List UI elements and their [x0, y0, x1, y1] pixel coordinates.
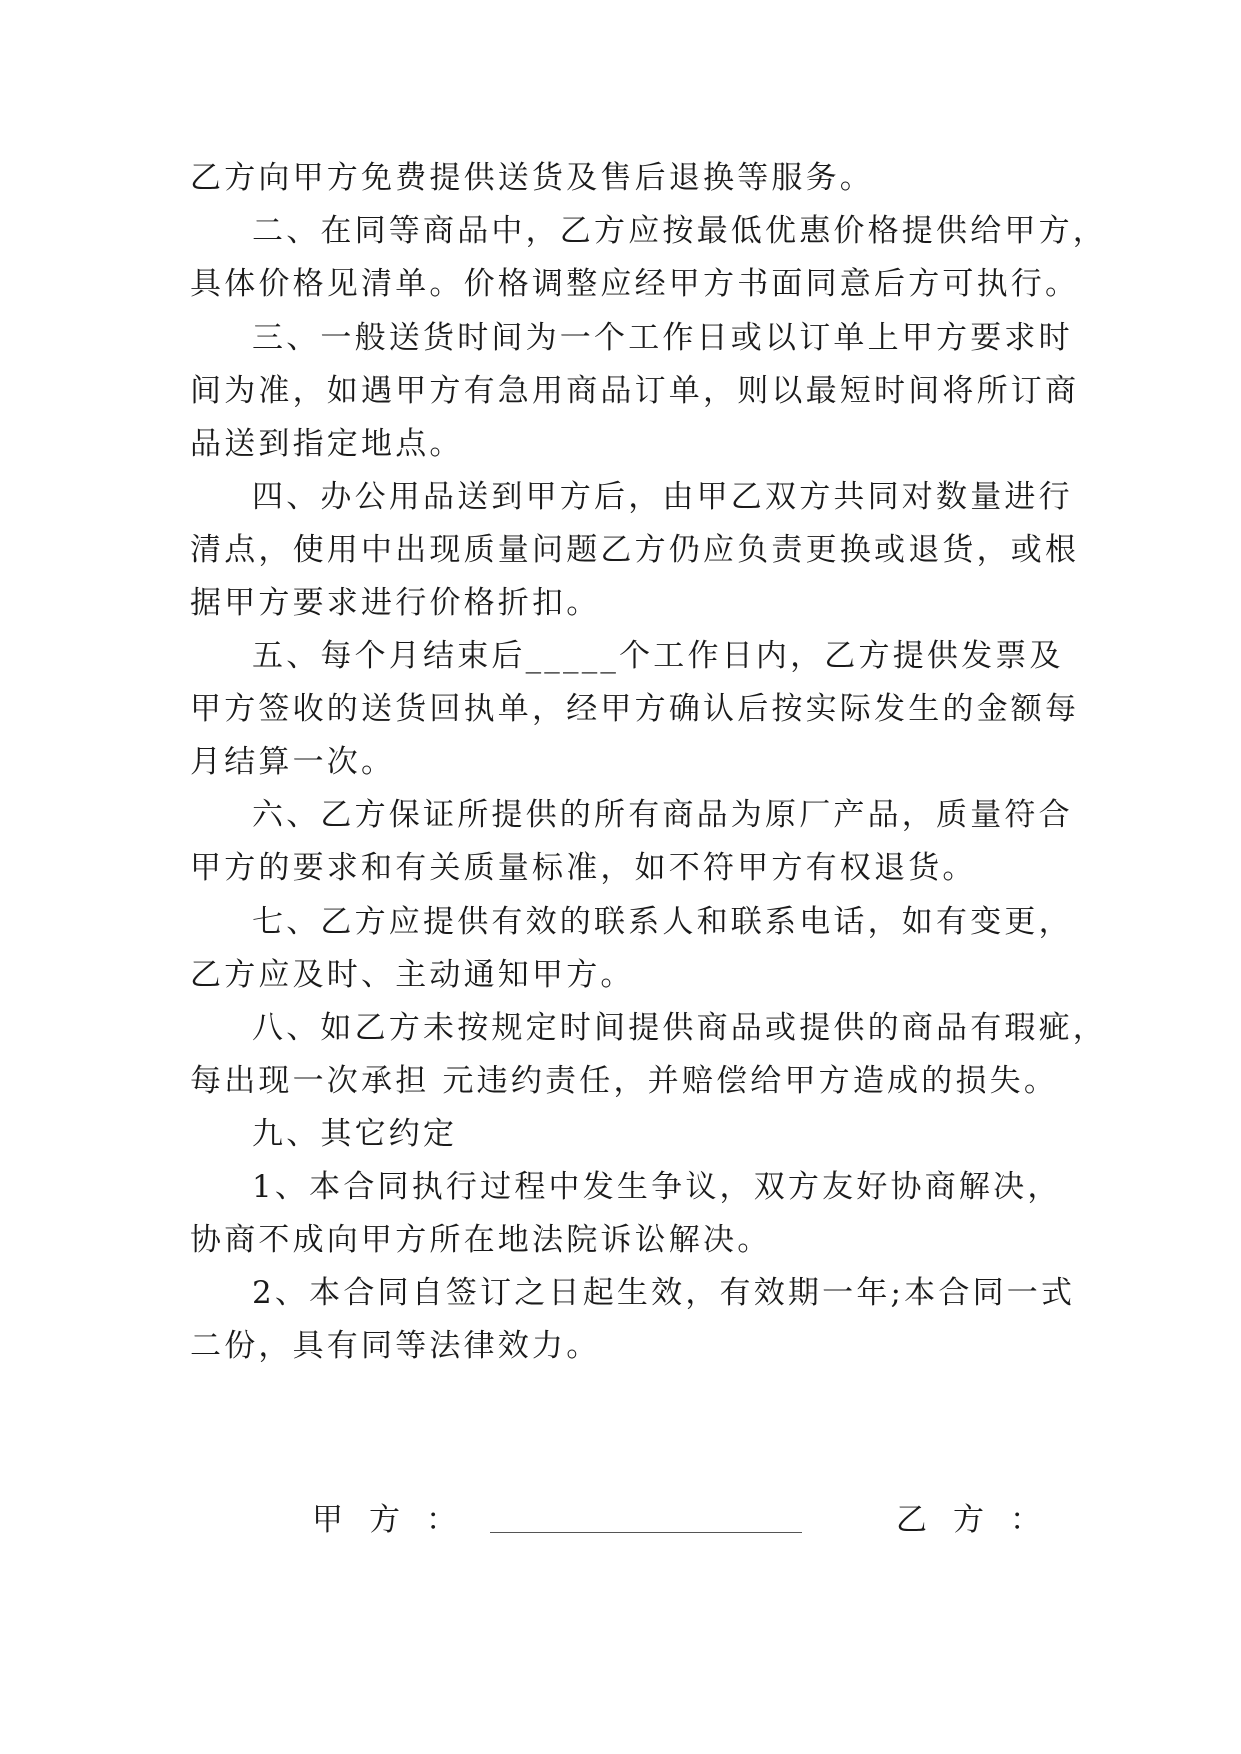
paragraph-line: 乙方向甲方免费提供送货及售后退换等服务。: [190, 160, 874, 196]
clause-4-line: 四、办公用品送到甲方后，由甲乙双方共同对数量进行: [252, 479, 1073, 515]
clause-5-line: 月结算一次。: [190, 744, 396, 780]
party-a-signature-line: [490, 1532, 802, 1533]
party-a-label: 甲方：: [312, 1502, 483, 1538]
clause-9-item-2-line: 2、本合同自签订之日起生效，有效期一年;本合同一式: [252, 1275, 1076, 1311]
clause-3-line: 间为准，如遇甲方有急用商品订单，则以最短时间将所订商: [190, 373, 1080, 409]
clause-8-line: 每出现一次承担 元违约责任，并赔偿给甲方造成的损失。: [190, 1063, 1059, 1099]
clause-9-heading: 九、其它约定: [252, 1116, 458, 1152]
clause-8-line: 八、如乙方未按规定时间提供商品或提供的商品有瑕疵，: [252, 1010, 1107, 1046]
clause-4-line: 据甲方要求进行价格折扣。: [190, 585, 601, 621]
clause-6-line: 六、乙方保证所提供的所有商品为原厂产品，质量符合: [252, 797, 1073, 833]
clause-6-line: 甲方的要求和有关质量标准，如不符甲方有权退货。: [190, 850, 977, 886]
signature-row: [0, 1500, 1241, 1540]
clause-5-line: 甲方签收的送货回执单，经甲方确认后按实际发生的金额每: [190, 691, 1080, 727]
clause-2-line: 二、在同等商品中，乙方应按最低优惠价格提供给甲方，: [252, 213, 1107, 249]
clause-3-line: 品送到指定地点。: [190, 426, 464, 462]
clause-5-line: 五、每个月结束后_____个工作日内，乙方提供发票及: [252, 638, 1064, 674]
clause-7-line: 七、乙方应提供有效的联系人和联系电话，如有变更，: [252, 904, 1073, 940]
party-b-label: 乙方：: [896, 1502, 1067, 1538]
clause-7-line: 乙方应及时、主动通知甲方。: [190, 957, 635, 993]
clause-4-line: 清点，使用中出现质量问题乙方仍应负责更换或退货，或根: [190, 532, 1080, 568]
clause-2-line: 具体价格见清单。价格调整应经甲方书面同意后方可执行。: [190, 266, 1080, 302]
clause-9-item-1-line: 1、本合同执行过程中发生争议，双方友好协商解决，: [252, 1169, 1062, 1205]
clause-3-line: 三、一般送货时间为一个工作日或以订单上甲方要求时: [252, 320, 1073, 356]
clause-9-item-1-line: 协商不成向甲方所在地法院诉讼解决。: [190, 1222, 772, 1258]
clause-9-item-2-line: 二份，具有同等法律效力。: [190, 1328, 601, 1364]
